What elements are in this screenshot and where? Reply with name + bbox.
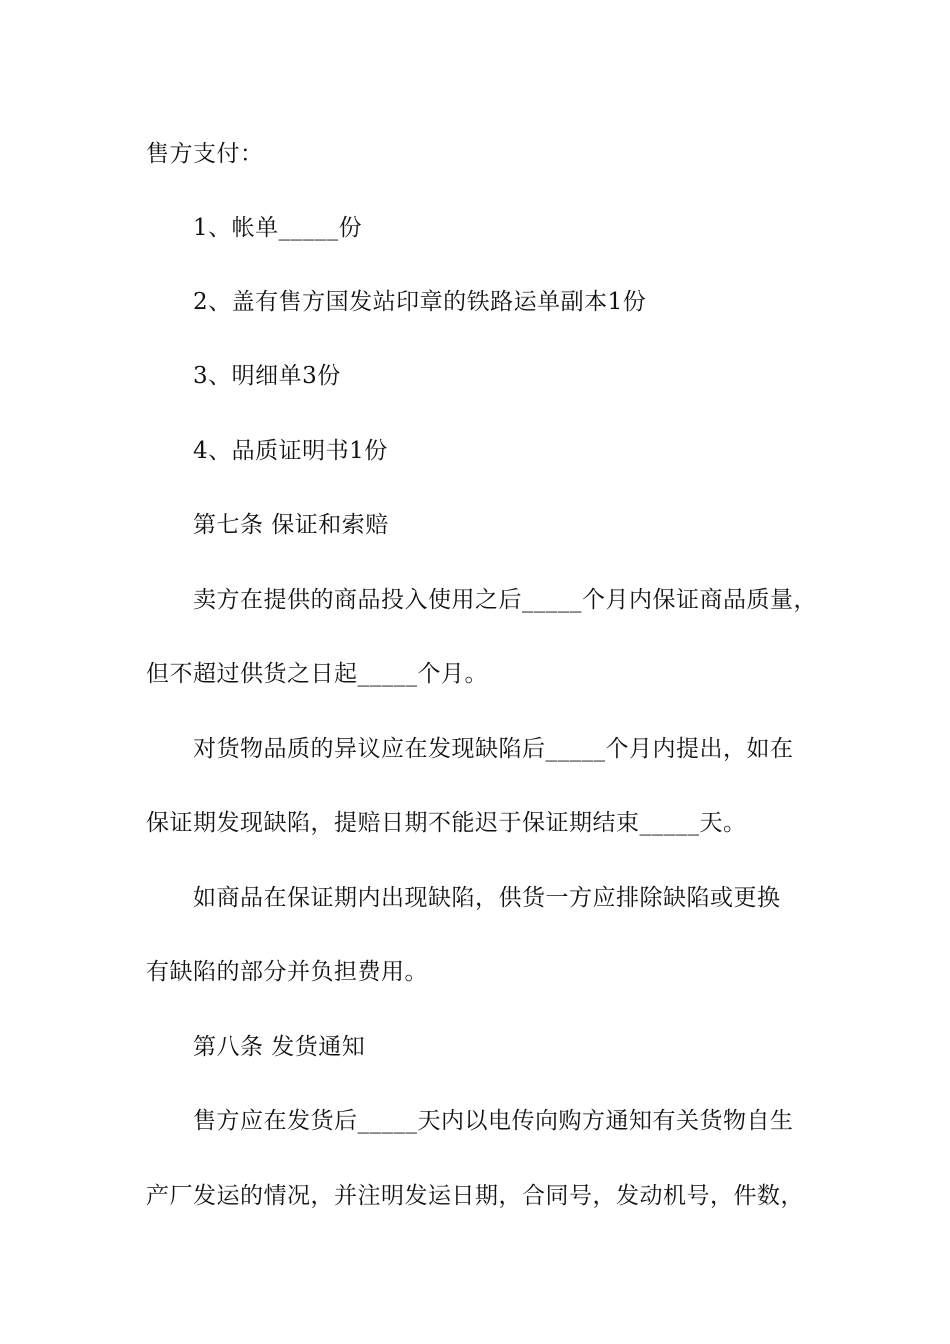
list-item-railway-waybill: 2、盖有售方国发站印章的铁路运单副本1份 [193, 289, 647, 315]
paragraph-line: 对货物品质的异议应在发现缺陷后_____个月内提出，如在 [193, 736, 794, 762]
paragraph-line: 卖方在提供的商品投入使用之后_____个月内保证商品质量， [193, 587, 817, 613]
paragraph-line: 但不超过供货之日起_____个月。 [146, 661, 488, 687]
article-seven-heading: 第七条 保证和索赔 [193, 512, 389, 538]
paragraph-line: 如商品在保证期内出现缺陷，供货一方应排除缺陷或更换 [193, 885, 781, 911]
paragraph-line: 售方应在发货后_____天内以电传向购方通知有关货物自生 [193, 1108, 794, 1134]
payment-heading-line: 售方支付： [146, 141, 264, 167]
list-item-detail-list: 3、明细单3份 [193, 363, 341, 389]
list-item-quality-certificate: 4、品质证明书1份 [193, 438, 388, 464]
paragraph-line: 产厂发运的情况，并注明发运日期，合同号，发动机号，件数， [146, 1183, 804, 1209]
list-item-invoice: 1、帐单_____份 [193, 215, 363, 241]
paragraph-line: 保证期发现缺陷，提赔日期不能迟于保证期结束_____天。 [146, 810, 747, 836]
article-eight-heading: 第八条 发货通知 [193, 1034, 366, 1060]
paragraph-line: 有缺陷的部分并负担费用。 [146, 959, 428, 985]
